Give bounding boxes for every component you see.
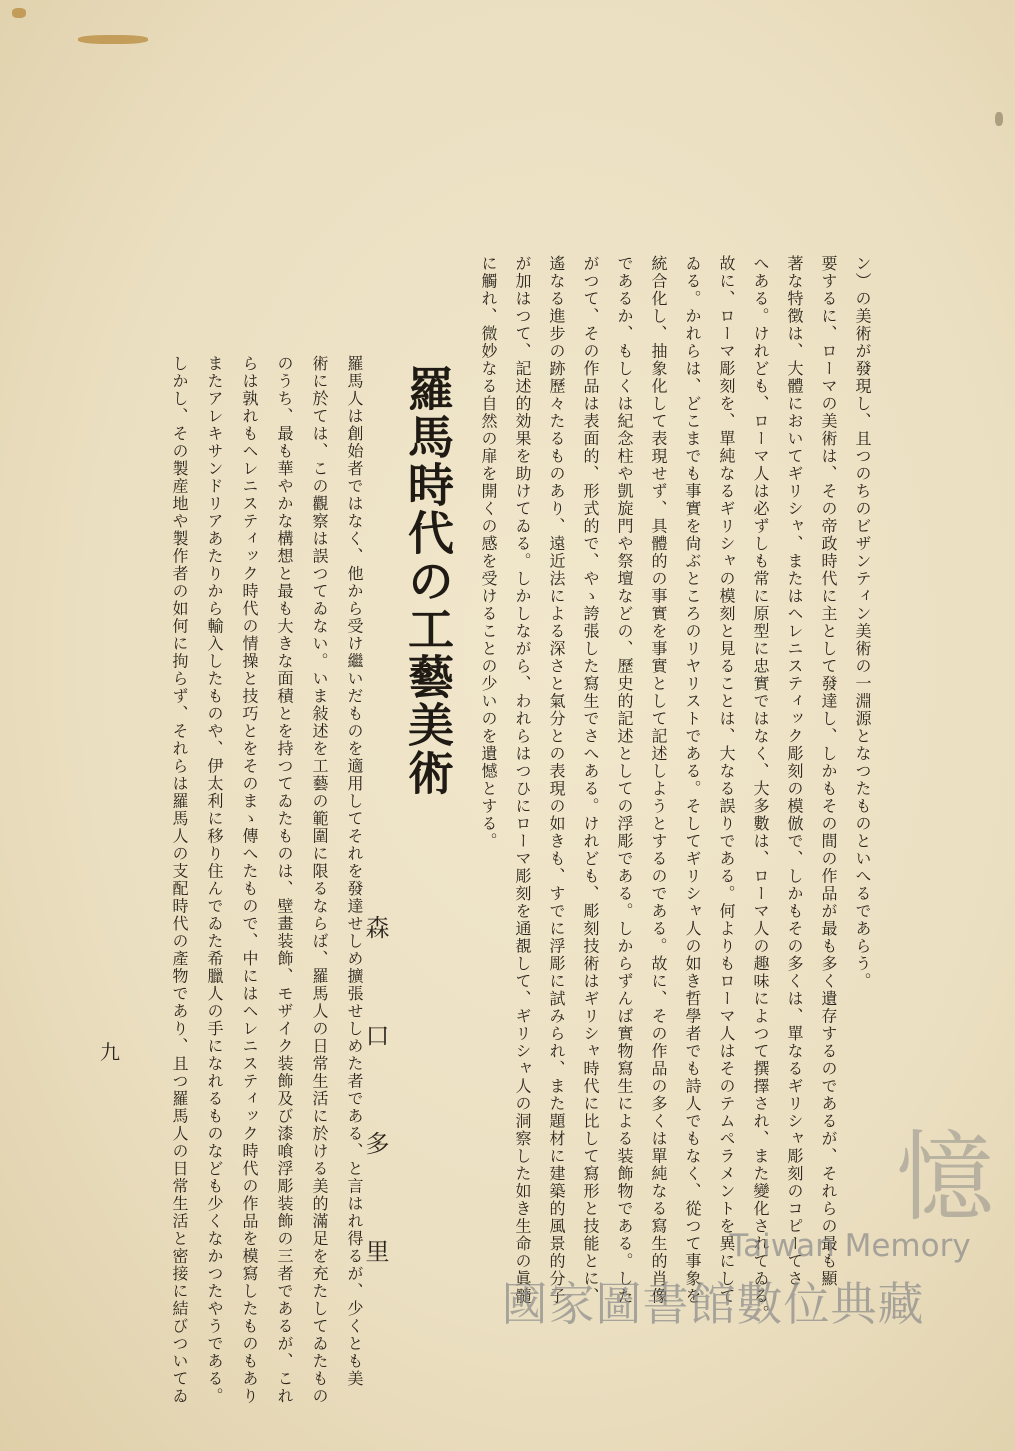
ink-stain (995, 112, 1003, 126)
watermark-chinese: 國家圖書館數位典藏 (501, 1277, 925, 1331)
lower-text-column: らは孰れもヘレニスティック時代の情操と技巧とをそのまゝ傳へたもので、中にはヘレニスティック時代の作品を模寫したものもあり (240, 355, 259, 1405)
author-name: 森 口 多 里 (361, 915, 389, 1293)
upper-text-column: であるか、もしくは紀念柱や凱旋門や祭壇などの、歷史的記述としての浮彫である。しからずんば實物寫生による装飾物である。した (615, 255, 634, 1305)
lower-text-column: 羅馬人は創始者ではなく、他から受け繼いだものを適用してそれを發達せしめ擴張せしめた者である、と言はれ得るが、少くとも美 (345, 355, 364, 1388)
upper-text-column: 遙なる進步の跡歷々たるものあり、遠近法による深さと氣分との表現の如きも、すでに浮彫に試みられ、また題材に建築的風景的分子 (547, 255, 566, 1305)
page-number: 九 (100, 1040, 120, 1064)
upper-text-column: 統合化し、抽象化して表現せず、具體的の事實を事實として記述しようとするのである。故に、その作品の多くは單純なる寫生的肖像 (649, 255, 668, 1305)
upper-text-column: 故に、ローマ彫刻を、單純なるギリシャの模刻と見ることは、大なる誤りである。何よりもローマ人はそのテムペラメントを異にして (717, 255, 736, 1305)
upper-text-column: ン）の美術が發現し、且つのちのビザンティン美術の一淵源となつたものといへるであらう。 (853, 255, 872, 990)
ink-stain (78, 35, 148, 44)
upper-text-column: 要するに、ローマの美術は、その帝政時代に主として發達し、しかもその間の作品が最も多く遺存するのであるが、それらの最も顯 (819, 255, 838, 1288)
upper-text-column: ゐる。かれらは、どこまでも事實を尙ぶところのリヤリストである。そしてギリシャ人の如き哲學者でも詩人でもなく、從つて事象を (683, 255, 702, 1305)
upper-text-column: 著な特徴は、大體においてギリシャ、またはヘレニスティック彫刻の模倣で、しかもその多くは、單なるギリシャ彫刻のコピーてさ (785, 255, 804, 1288)
watermark-english: Taiwan Memory (729, 1228, 971, 1264)
lower-text-column: しかし、その製産地や製作者の如何に拘らず、それらは羅馬人の支配時代の產物であり、且つ羅馬人の日常生活と密接に結びついてゐ (170, 355, 189, 1405)
ink-stain (12, 8, 26, 18)
article-title: 羅馬時代の工藝美術 (401, 365, 455, 797)
upper-text-column: が加はつて、記述的効果を助けてゐる。しかしながら、われらはつひにローマ彫刻を通覩して、ギリシャ人の洞察した如き生命の眞髓 (513, 255, 532, 1305)
lower-text-column: のうち、最も華やかな構想と最も大きな面積とを持つてゐたものは、壁畫装飾、モザイク装飾及び漆喰浮彫装飾の三者であるが、これ (275, 355, 294, 1405)
lower-text-column: 術に於ては、この觀察は誤つてゐない。いま敍述を工藝の範圍に限るならば、羅馬人の日常生活に於ける美的滿足を充たしてゐたもの (310, 355, 329, 1405)
watermark-logo: 憶 (895, 1121, 998, 1235)
upper-text-column: へある。けれども、ローマ人は必ずしも常に原型に忠實ではなく、大多數は、ローマ人の趣味によつて撰擇され、また變化されてゐる。 (751, 255, 770, 1323)
upper-text-column: がつて、その作品は表面的、形式的で、やゝ誇張した寫生でさへある。けれども、彫刻技術はギリシャ時代に比して寫形と技能とに、 (581, 255, 600, 1305)
lower-text-column: またアレキサンドリアあたりから輸入したものや、伊太利に移り住んでゐた希臘人の手になれるものなども少くなかつたやうである。 (205, 355, 224, 1405)
upper-text-column: に觸れ、微妙なる自然の扉を開くの感を受けることの少いのを遺憾とする。 (479, 255, 498, 850)
